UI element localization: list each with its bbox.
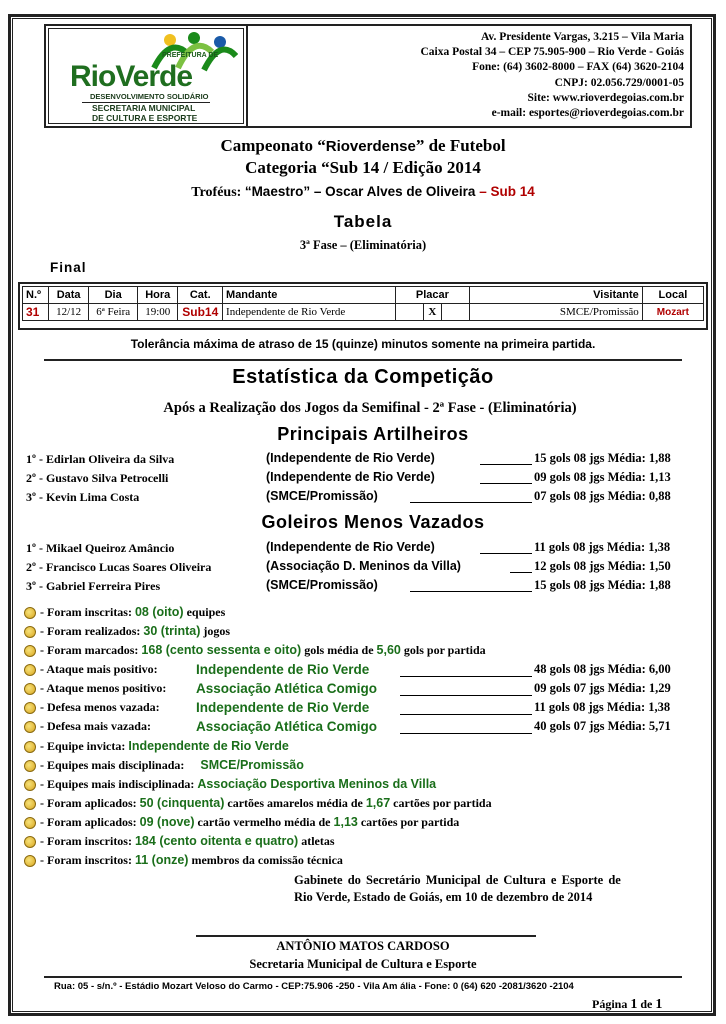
- address-line-3: Fone: (64) 3602-8000 – FAX (64) 3620-2104: [472, 61, 684, 73]
- footer-address: Rua: 05 - s/n.º - Estádio Mozart Veloso do Carmo - CEP:75.906 -250 - Vila Am ália - Fone: 0 (64) 620 -2081/3620 -2104: [54, 981, 574, 992]
- th-visitante: Visitante: [469, 287, 642, 304]
- goleiro-1-gols: 11 gols 08 jgs Média: 1,38: [534, 540, 671, 554]
- stat-ataque-mais-line: [400, 676, 532, 677]
- away-score: [442, 304, 469, 321]
- closing-line-1: Gabinete do Secretário Municipal de Cultura e Esporte de: [294, 873, 621, 887]
- fase-title: 3ª Fase – (Eliminatória): [299, 238, 427, 252]
- stat-ataque-menos-label: - Ataque menos positivo:: [40, 681, 167, 695]
- game-date: 12/12: [48, 304, 88, 321]
- final-label: Final: [50, 260, 87, 275]
- stat-line-disciplinada: - Equipes mais disciplinada: SMCE/Promissão: [40, 758, 304, 772]
- smiley-icon: [24, 702, 36, 714]
- smiley-icon: [24, 760, 36, 772]
- artilheiro-3-gols: 07 gols 08 jgs Média: 0,88: [534, 489, 671, 503]
- stat-line-comissao: - Foram inscritos: 11 (onze) membros da comissão técnica: [40, 853, 343, 867]
- stats-title: Estatística da Competição: [232, 366, 494, 388]
- goleiro-3-team: (SMCE/Promissão): [266, 578, 378, 592]
- stats-subtitle: Após a Realização dos Jogos da Semifinal - 2ª Fase - (Eliminatória): [163, 400, 577, 416]
- goleiro-2-gols: 12 gols 08 jgs Média: 1,50: [534, 559, 671, 573]
- stat-ataque-mais-label: - Ataque mais positivo:: [40, 662, 158, 676]
- th-hora: Hora: [138, 287, 178, 304]
- page-number: Página 1 de 1: [592, 997, 663, 1012]
- stat-ataque-menos-line: [400, 695, 532, 696]
- th-dia: Dia: [89, 287, 138, 304]
- address-line-4: CNPJ: 02.056.729/0001-05: [554, 77, 684, 89]
- artilheiro-1-team: (Independente de Rio Verde): [266, 451, 435, 465]
- smiley-icon: [24, 645, 36, 657]
- stat-defesa-mais-line: [400, 733, 532, 734]
- stat-line-amarelos: - Foram aplicados: 50 (cinquenta) cartões amarelos média de 1,67 cartões por partida: [40, 796, 492, 810]
- artilheiro-1-name: 1º - Edirlan Oliveira da Silva: [26, 452, 175, 466]
- artilheiro-3-team: (SMCE/Promissão): [266, 489, 378, 503]
- artilheiro-1-line: [480, 464, 532, 465]
- title-line-1: Campeonato “Rioverdense” de Futebol: [220, 136, 506, 155]
- footer-divider: [44, 976, 682, 978]
- address-line-6: e-mail: esportes@rioverdegoias.com.br: [491, 107, 684, 119]
- stat-line-gols: - Foram marcados: 168 (cento sessenta e oito) gols média de 5,60 gols por partida: [40, 643, 486, 657]
- smiley-icon: [24, 855, 36, 867]
- artilheiro-1-gols: 15 gols 08 jgs Média: 1,88: [534, 451, 671, 465]
- logo-tagline: DESENVOLVIMENTO SOLIDÁRIO: [90, 92, 209, 101]
- divider-1: [44, 359, 682, 361]
- table-header-row: [23, 287, 704, 304]
- signer-role: Secretaria Municipal de Cultura e Esporte: [249, 957, 477, 971]
- game-time: 19:00: [138, 304, 178, 321]
- games-table: [22, 286, 704, 321]
- stat-defesa-mais-team: Associação Atlética Comigo: [196, 719, 378, 734]
- closing-line-2: Rio Verde, Estado de Goiás, em 10 de dezembro de 2014: [294, 890, 593, 904]
- table-row: [23, 304, 704, 321]
- smiley-icon: [24, 721, 36, 733]
- game-day: 6ª Feira: [89, 304, 138, 321]
- title-line-2: Categoria “Sub 14 / Edição 2014: [245, 158, 481, 177]
- artilheiro-2-line: [480, 483, 532, 484]
- goleiro-2-name: 2º - Francisco Lucas Soares Oliveira: [26, 560, 212, 574]
- stat-line-inscritas: - Foram inscritas: 08 (oito) equipes: [40, 605, 226, 619]
- stat-ataque-menos-team: Associação Atlética Comigo: [196, 681, 378, 696]
- artilheiro-3-line: [410, 502, 532, 503]
- trofeus-line: Troféus: “Maestro” – Oscar Alves de Oliveira – Sub 14: [191, 184, 535, 200]
- artilheiro-2-name: 2º - Gustavo Silva Petrocelli: [26, 471, 169, 485]
- artilheiros-title: Principais Artilheiros: [277, 424, 469, 444]
- smiley-icon: [24, 741, 36, 753]
- stat-line-realizados: - Foram realizados: 30 (trinta) jogos: [40, 624, 231, 638]
- stat-ataque-mais-gols: 48 gols 08 jgs Média: 6,00: [534, 662, 671, 676]
- stat-line-atletas: - Foram inscritos: 184 (cento oitenta e quatro) atletas: [40, 834, 335, 848]
- smiley-icon: [24, 664, 36, 676]
- logo-name: RioVerde: [70, 60, 193, 93]
- stat-defesa-menos-team: Independente de Rio Verde: [196, 700, 370, 715]
- smiley-icon: [24, 798, 36, 810]
- goleiro-3-name: 3º - Gabriel Ferreira Pires: [26, 579, 161, 593]
- goleiro-3-line: [410, 591, 532, 592]
- stat-defesa-mais-label: - Defesa mais vazada:: [40, 719, 151, 733]
- signer-name: ANTÔNIO MATOS CARDOSO: [276, 939, 450, 953]
- th-num: N.º: [23, 287, 49, 304]
- address-line-2: Caixa Postal 34 – CEP 75.905-900 – Rio Verde - Goiás: [420, 46, 684, 58]
- th-cat: Cat.: [178, 287, 223, 304]
- th-data: Data: [48, 287, 88, 304]
- signature-line: [196, 935, 536, 937]
- logo: [52, 30, 240, 124]
- th-placar: Placar: [396, 287, 470, 304]
- stat-line-vermelhos: - Foram aplicados: 09 (nove) cartão vermelho média de 1,13 cartões por partida: [40, 815, 460, 829]
- game-category: Sub14: [178, 304, 223, 321]
- smiley-icon: [24, 817, 36, 829]
- logo-small-text: PREFEITURA DE: [162, 52, 219, 59]
- goleiros-title: Goleiros Menos Vazados: [261, 512, 485, 532]
- away-team: SMCE/Promissão: [469, 304, 642, 321]
- stat-defesa-menos-label: - Defesa menos vazada:: [40, 700, 160, 714]
- smiley-icon: [24, 836, 36, 848]
- tolerancia-note: Tolerância máxima de atraso de 15 (quinze) minutos somente na primeira partida.: [130, 337, 596, 351]
- artilheiro-2-team: (Independente de Rio Verde): [266, 470, 435, 484]
- address-line-1: Av. Presidente Vargas, 3.215 – Vila Maria: [480, 31, 684, 43]
- goleiro-2-line: [510, 572, 532, 573]
- artilheiro-2-gols: 09 gols 08 jgs Média: 1,13: [534, 470, 671, 484]
- goleiro-1-team: (Independente de Rio Verde): [266, 540, 435, 554]
- stat-defesa-menos-gols: 11 gols 08 jgs Média: 1,38: [534, 700, 671, 714]
- logo-secretaria: SECRETARIA MUNICIPAL: [92, 103, 196, 113]
- th-mandante: Mandante: [223, 287, 396, 304]
- smiley-icon: [24, 626, 36, 638]
- th-local: Local: [642, 287, 703, 304]
- logo-secretaria-2: DE CULTURA E ESPORTE: [92, 113, 198, 123]
- stat-defesa-mais-gols: 40 gols 07 jgs Média: 5,71: [534, 719, 671, 733]
- stat-line-invicta: - Equipe invicta: Independente de Rio Verde: [40, 739, 289, 753]
- goleiro-2-team: (Associação D. Meninos da Villa): [266, 559, 461, 573]
- game-number: 31: [23, 304, 49, 321]
- score-separator: X: [423, 304, 442, 321]
- smiley-icon: [24, 607, 36, 619]
- stat-ataque-mais-team: Independente de Rio Verde: [196, 662, 370, 677]
- goleiro-3-gols: 15 gols 08 jgs Média: 1,88: [534, 578, 671, 592]
- goleiro-1-name: 1º - Mikael Queiroz Amâncio: [26, 541, 175, 555]
- smiley-icon: [24, 683, 36, 695]
- stat-ataque-menos-gols: 09 gols 07 jgs Média: 1,29: [534, 681, 671, 695]
- home-team: Independente de Rio Verde: [223, 304, 396, 321]
- tabela-title: Tabela: [333, 212, 393, 231]
- home-score: [396, 304, 423, 321]
- address-line-5: Site: www.rioverdegoias.com.br: [527, 92, 684, 104]
- goleiro-1-line: [480, 553, 532, 554]
- stat-line-indisciplinada: - Equipes mais indisciplinada: Associação Desportiva Meninos da Villa: [40, 777, 437, 791]
- stat-defesa-menos-line: [400, 714, 532, 715]
- game-venue: Mozart: [642, 304, 703, 321]
- artilheiro-3-name: 3º - Kevin Lima Costa: [26, 490, 140, 504]
- smiley-icon: [24, 779, 36, 791]
